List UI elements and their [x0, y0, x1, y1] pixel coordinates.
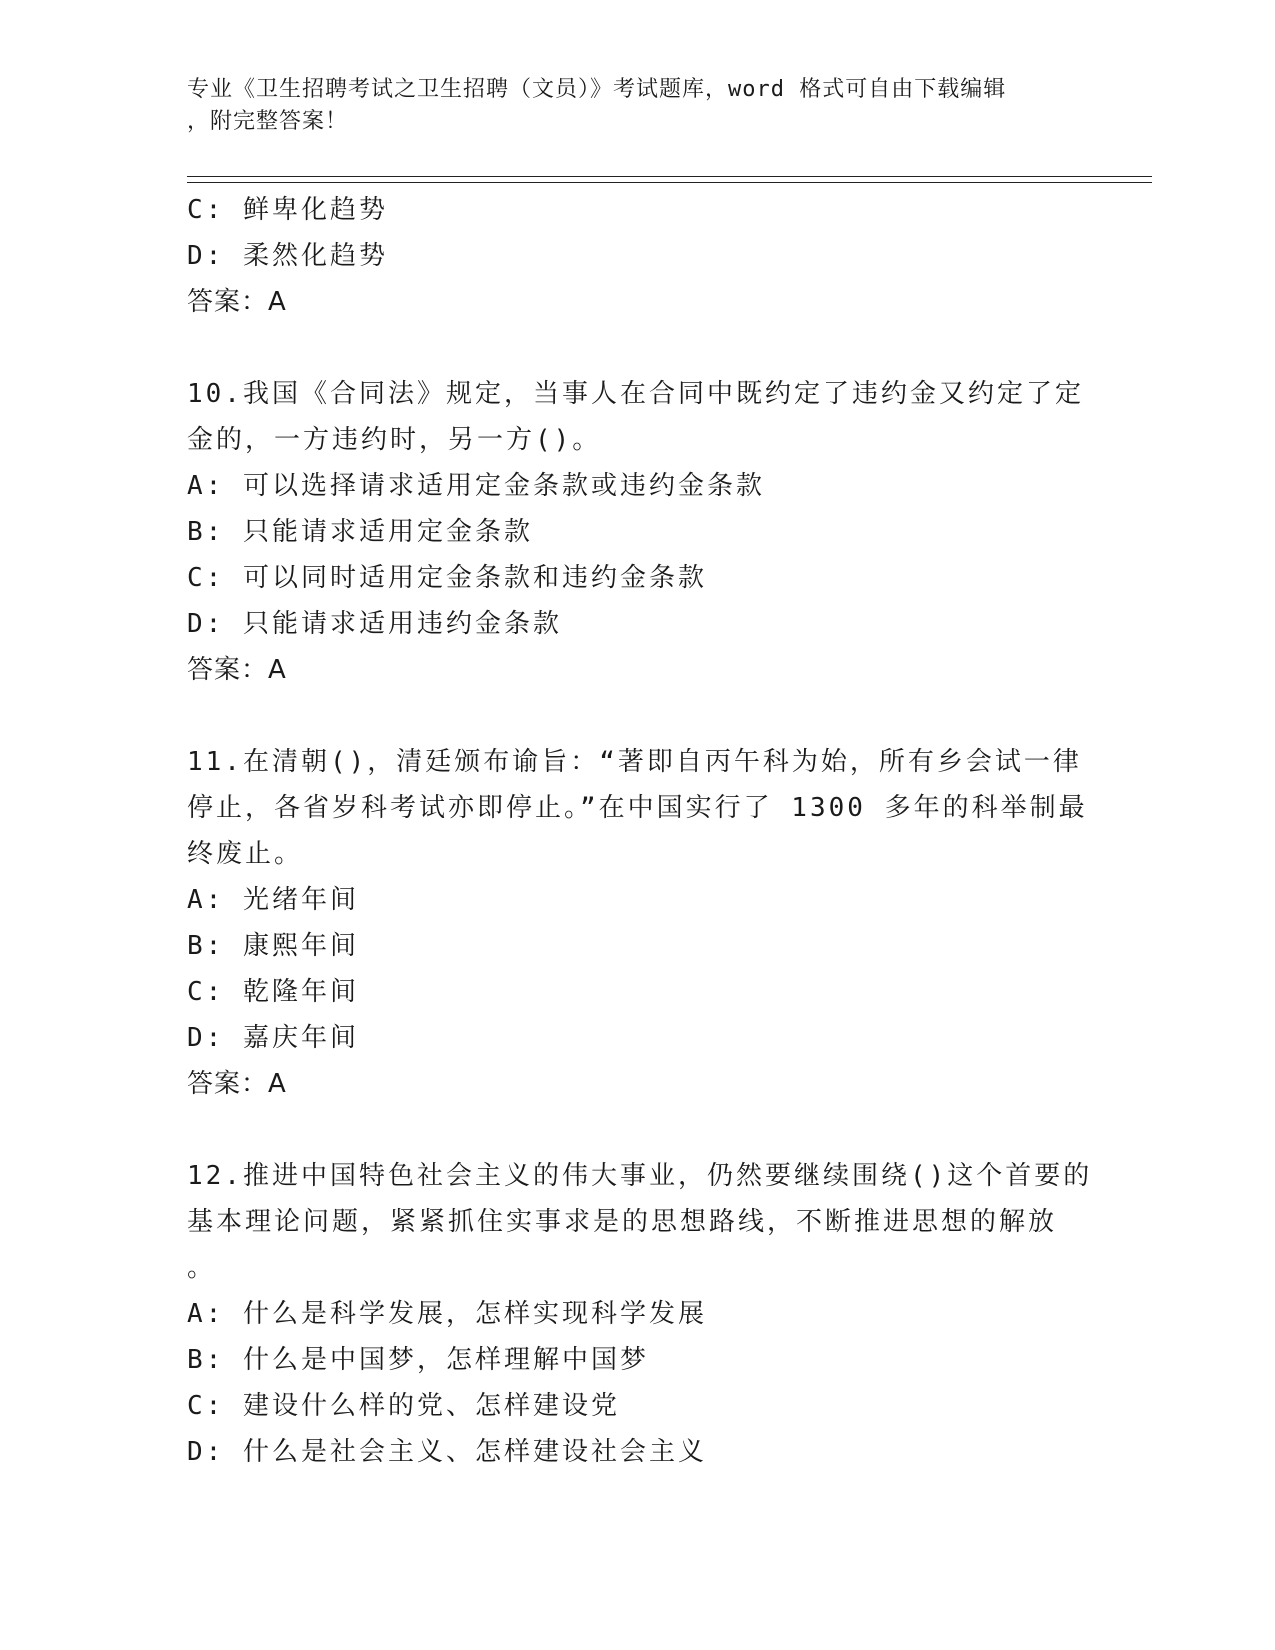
- question-text: 停止，各省岁科考试亦即停止。”在中国实行了 1300 多年的科举制最: [187, 793, 1088, 823]
- option-b: B: 只能请求适用定金条款: [187, 517, 533, 547]
- option-a: A: 光绪年间: [187, 885, 359, 915]
- spacer: [187, 325, 1077, 371]
- option-c: C: 鲜卑化趋势: [187, 195, 388, 225]
- option-d: D: 什么是社会主义、怎样建设社会主义: [187, 1437, 707, 1467]
- question-11: [187, 739, 1088, 1107]
- question-text: 12.推进中国特色社会主义的伟大事业，仍然要继续围绕()这个首要的: [187, 1161, 1093, 1191]
- answer-label: 答案：A: [187, 287, 287, 317]
- question-text: 基本理论问题，紧紧抓住实事求是的思想路线，不断推进思想的解放: [187, 1207, 1058, 1237]
- option-a: A: 可以选择请求适用定金条款或违约金条款: [187, 471, 765, 501]
- header-divider-bottom: [187, 182, 1152, 183]
- option-b: B: 什么是中国梦，怎样理解中国梦: [187, 1345, 649, 1375]
- question-text: 。: [187, 1253, 217, 1283]
- spacer: [187, 1107, 1077, 1153]
- document-header: [187, 74, 1067, 138]
- question-12: [187, 1153, 1093, 1475]
- prev-question-options: [187, 187, 1077, 279]
- option-c: C: 可以同时适用定金条款和违约金条款: [187, 563, 707, 593]
- header-line-2: ，附完整答案！: [187, 109, 349, 134]
- option-c: C: 乾隆年间: [187, 977, 359, 1007]
- option-d: D: 柔然化趋势: [187, 241, 388, 271]
- question-text: 金的，一方违约时，另一方()。: [187, 425, 602, 455]
- option-c: C: 建设什么样的党、怎样建设党: [187, 1391, 620, 1421]
- question-list: [187, 187, 1093, 1475]
- header-line-1: 专业《卫生招聘考试之卫生招聘（文员）》考试题库，word 格式可自由下载编辑: [187, 77, 1007, 102]
- question-text: 11.在清朝()，清廷颁布谕旨：“著即自丙午科为始，所有乡会试一律: [187, 747, 1082, 777]
- question-text: 10.我国《合同法》规定，当事人在合同中既约定了违约金又约定了定: [187, 379, 1084, 409]
- question-10: [187, 371, 1084, 693]
- answer-label: 答案：A: [187, 1069, 287, 1099]
- header-divider-top: [187, 176, 1152, 177]
- option-a: A: 什么是科学发展，怎样实现科学发展: [187, 1299, 707, 1329]
- option-d: D: 嘉庆年间: [187, 1023, 359, 1053]
- option-d: D: 只能请求适用违约金条款: [187, 609, 562, 639]
- question-text: 终废止。: [187, 839, 304, 869]
- answer-label: 答案：A: [187, 655, 287, 685]
- spacer: [187, 693, 1077, 739]
- option-b: B: 康熙年间: [187, 931, 359, 961]
